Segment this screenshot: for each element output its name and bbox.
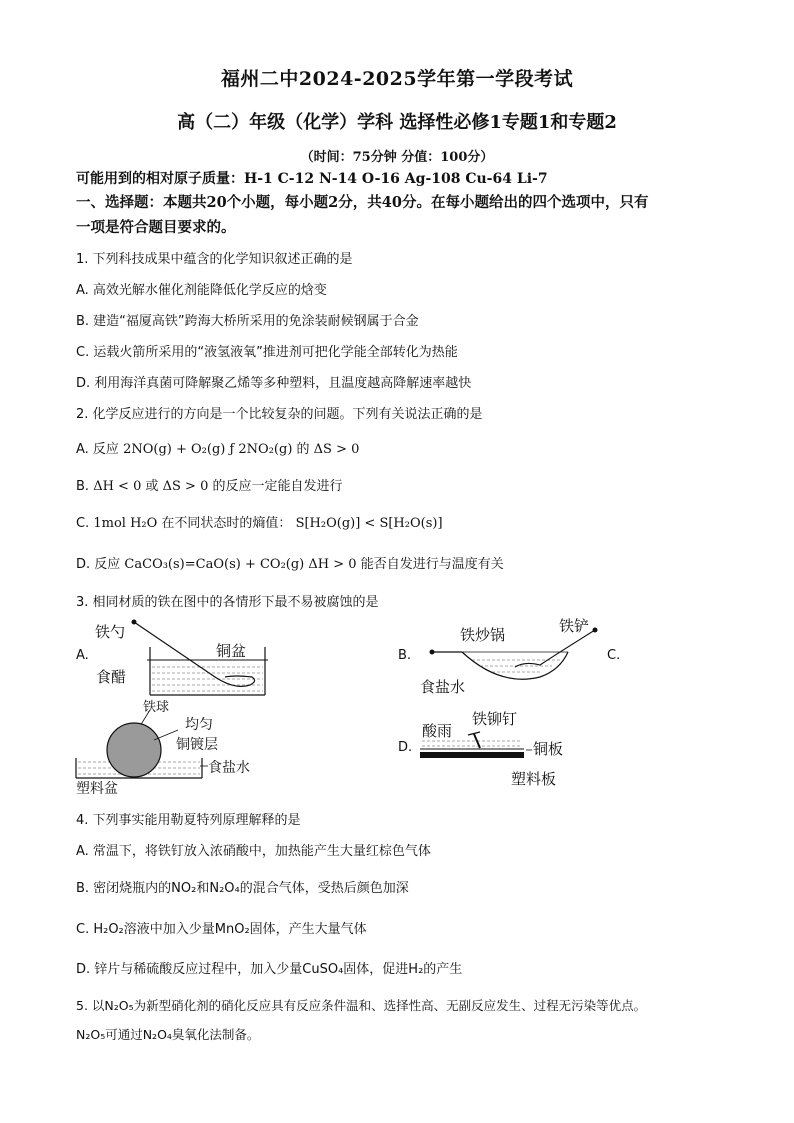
q3-d-copper-label: 铜板 [533,740,564,758]
q2-option-c [76,512,443,531]
q4-option-d: D. 锌片与稀硫酸反应过程中，加入少量CuSO₄固体，促进H₂的产生 [76,962,463,977]
q2-option-d [76,553,504,572]
q2-c-eq2: S[H₂O(g)] < S[H₂O(s)] [295,516,443,531]
q2-a-equation: 2NO(g) + O₂(g) ƒ 2NO₂(g) 的 ΔS > 0 [123,442,360,457]
q3-b-label: B. [398,648,412,663]
atomic-masses: 可能用到的相对原子质量：H-1 C-12 N-14 O-16 Ag-108 Cu-64 Li-7 [76,171,548,187]
section-instructions-line1: 一、选择题：本题共20个小题，每小题2分，共40分。在每小题给出的四个选项中，只有 [76,194,649,211]
q3-a-spoon-label: 铁勺 [95,623,126,641]
q4-option-b: B. 密闭烧瓶内的NO₂和N₂O₄的混合气体，受热后颜色加深 [76,881,409,896]
q3-stem: 3. 相同材质的铁在图中的各情形下最不易被腐蚀的是 [76,595,379,610]
q2-c-eq1: 1mol H₂O [93,516,158,531]
q2-c-prefix: C. [76,516,90,531]
q3-a-basin-label: 铜盆 [216,642,247,660]
exam-subtitle: 高（二）年级（化学）学科 选择性必修1专题1和专题2 [177,112,617,133]
q2-option-b [76,475,343,494]
exam-meta: （时间：75分钟 分值：100分） [300,150,494,165]
section-instructions-line2: 一项是符合题目要求的。 [76,219,236,236]
q2-d-equation: CaCO₃(s)=CaO(s) + CO₂(g) ΔH > 0 [124,557,357,572]
q3-d-rain-label: 酸雨 [422,722,453,740]
q2-stem: 2. 化学反应进行的方向是一个比较复杂的问题。下列有关说法正确的是 [76,407,483,422]
q4-option-c: C. H₂O₂溶液中加入少量MnO₂固体，产生大量气体 [76,922,367,937]
q2-d-prefix: D. 反应 [76,557,121,572]
q3-c-coating-line1: 均匀 [185,717,213,733]
exam-title: 福州二中2024-2025学年第一学段考试 [220,68,574,90]
q4-option-a: A. 常温下，将铁钉放入浓硝酸中，加热能产生大量红棕色气体 [76,844,431,859]
q2-b-prefix: B. [76,479,90,494]
q3-b-saltwater-label: 食盐水 [420,678,466,696]
q3-d-label: D. [398,740,413,755]
q2-b-equation: ΔH < 0 或 ΔS > 0 [93,479,209,494]
q3-c-ball-label: 铁球 [143,700,170,715]
q3-c-saltwater-label: 食盐水 [208,760,250,776]
q3-a-vinegar-label: 食醋 [96,668,127,686]
q1-option-d: D. 利用海洋真菌可降解聚乙烯等多种塑料，且温度越高降解速率越快 [76,376,472,391]
q3-d-rivet-label: 铁铆钉 [472,710,518,728]
q5-line1: 5. 以N₂O₅为新型硝化剂的硝化反应具有反应条件温和、选择性高、无副反应发生、过程无污染等优点。 [76,998,647,1013]
q2-b-suffix: 的反应一定能自发进行 [212,479,343,494]
q4-stem: 4. 下列事实能用勒夏特列原理解释的是 [76,813,301,828]
q3-b-shovel-label: 铁铲 [559,617,590,635]
q1-option-a: A. 高效光解水催化剂能降低化学反应的焓变 [76,283,327,298]
q3-c-coating-line2: 铜镀层 [176,737,218,753]
q1-option-c: C. 运载火箭所采用的“液氢液氧”推进剂可把化学能全部转化为热能 [76,345,458,360]
q3-c-option-label: C. [607,648,621,663]
q3-c-basin-label: 塑料盆 [76,781,118,797]
q2-d-suffix: 能否自发进行与温度有关 [360,557,504,572]
q2-option-a [76,438,359,457]
q3-a-label: A. [76,648,89,663]
q1-option-b: B. 建造“福厦高铁”跨海大桥所采用的免涂装耐候钢属于合金 [76,314,419,329]
q1-stem: 1. 下列科技成果中蕴含的化学知识叙述正确的是 [76,252,353,267]
q5-line2: N₂O₅可通过N₂O₄臭氧化法制备。 [76,1027,260,1042]
q2-a-prefix: A. 反应 [76,442,119,457]
q3-d-plastic-label: 塑料板 [511,770,557,788]
q3-b-wok-label: 铁炒锅 [460,626,506,644]
q2-c-mid: 在不同状态时的熵值： [161,516,292,531]
